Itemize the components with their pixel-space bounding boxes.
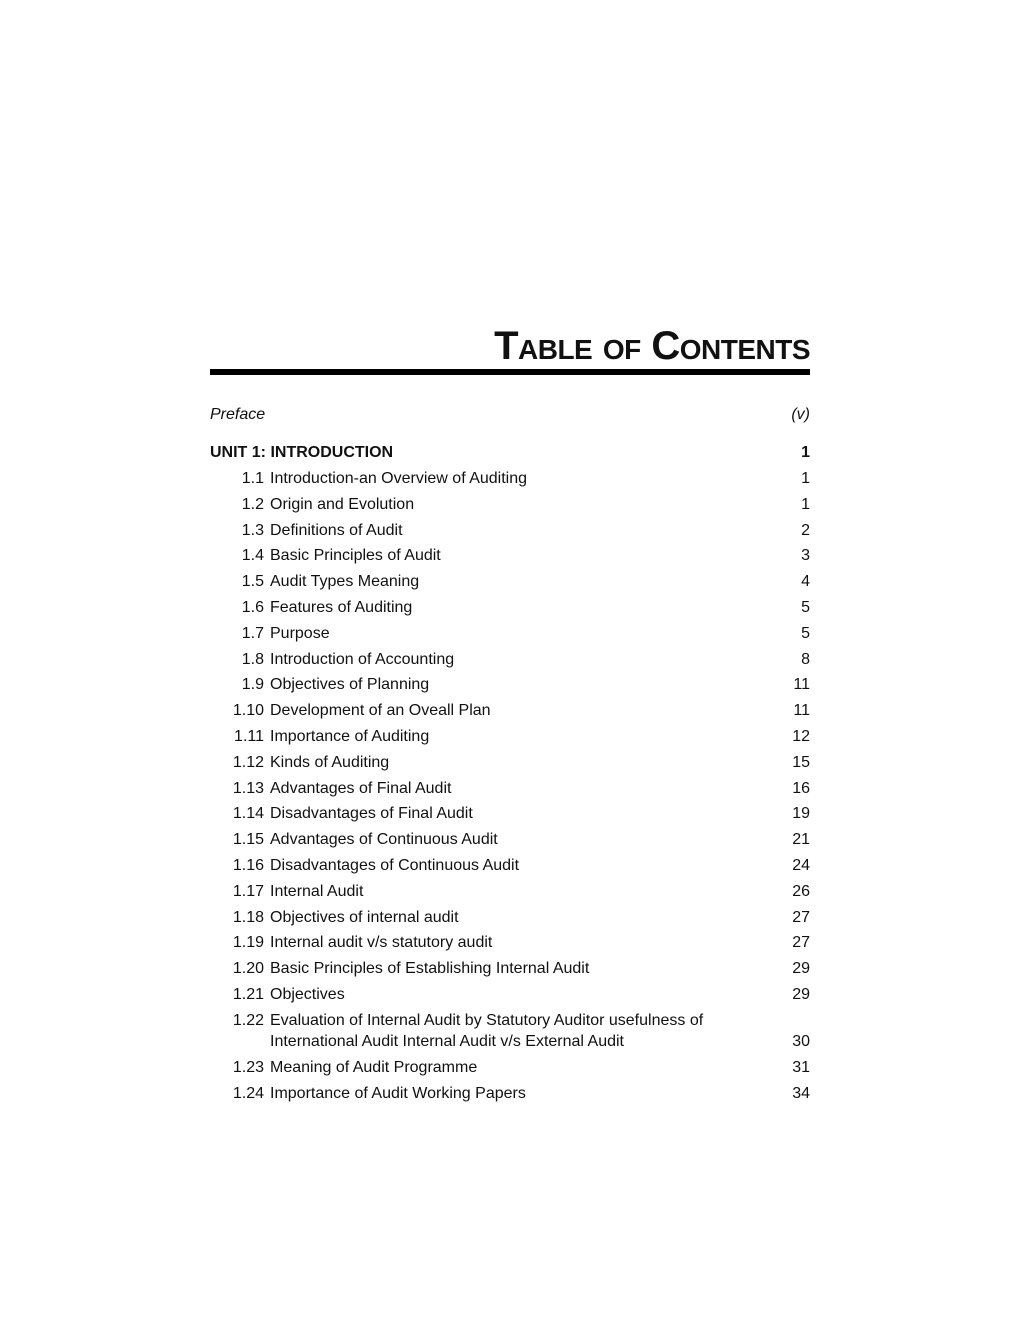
entry-page: 1 [801, 470, 810, 487]
entry-number: 1.19 [232, 934, 264, 952]
entry-page: 34 [792, 1084, 810, 1102]
toc-entry[interactable] [210, 753, 810, 774]
toc-entry[interactable] [210, 985, 810, 1006]
entry-number: 1.18 [232, 908, 264, 926]
entry-title: Disadvantages of Final Audit [270, 805, 473, 823]
entry-number: 1.1 [241, 470, 264, 487]
toc-entry[interactable] [210, 624, 810, 645]
entry-title: Objectives of Planning [270, 676, 430, 694]
entry-title: Definitions of Audit [270, 521, 403, 539]
entry-title: Introduction of Accounting [270, 650, 455, 668]
entry-number: 1.6 [241, 599, 264, 616]
toc-entry[interactable] [210, 701, 810, 722]
entry-page: 15 [792, 753, 810, 771]
toc-entry[interactable] [210, 727, 810, 748]
entry-title: Internal audit v/s statutory audit [270, 934, 493, 952]
entry-page: 16 [792, 779, 810, 797]
entry-number: 1.15 [232, 831, 264, 849]
entry-page: 5 [801, 599, 810, 616]
entry-title: Origin and Evolution [270, 495, 415, 513]
entry-page: 29 [792, 960, 810, 978]
entry-number: 1.7 [241, 624, 264, 642]
entry-number: 1.8 [241, 650, 264, 668]
entry-title: Kinds of Auditing [270, 753, 390, 771]
toc-entry[interactable] [210, 856, 810, 877]
toc-entry[interactable] [210, 908, 810, 929]
title-rule [210, 369, 810, 375]
toc-entry[interactable] [210, 959, 810, 980]
entry-page: 4 [801, 573, 810, 591]
toc-entry[interactable] [210, 598, 810, 619]
entry-page: 21 [792, 831, 810, 849]
entry-page: 11 [793, 676, 810, 694]
toc-entry[interactable] [210, 650, 810, 671]
toc-entry[interactable] [210, 779, 810, 800]
preface-page: (v) [791, 406, 810, 423]
entry-number: 1.11 [234, 728, 264, 745]
toc-entry[interactable] [210, 675, 810, 696]
entry-page: 8 [801, 650, 810, 668]
entry-page: 30 [792, 1032, 810, 1050]
entry-title: Basic Principles of Audit [270, 547, 441, 565]
page-title: Table of Contents [494, 324, 810, 368]
entry-page: 3 [801, 547, 810, 565]
toc-entry[interactable] [210, 1084, 810, 1105]
entry-title: Purpose [270, 624, 330, 642]
entry-page: 31 [792, 1058, 810, 1076]
entry-title: Development of an Oveall Plan [270, 702, 491, 720]
toc-entry[interactable] [210, 546, 810, 567]
toc-entry[interactable] [210, 1058, 810, 1079]
entry-title: Internal Audit [270, 882, 364, 900]
entry-title: Audit Types Meaning [270, 573, 420, 591]
entry-number: 1.21 [232, 986, 264, 1003]
entry-page: 24 [792, 857, 810, 874]
entry-number: 1.16 [232, 857, 264, 874]
entry-number: 1.9 [241, 676, 264, 694]
entry-title: Basic Principles of Establishing Internal Audit [270, 960, 590, 978]
entry-page: 12 [792, 728, 810, 745]
entry-number: 1.20 [232, 960, 264, 978]
entry-number: 1.24 [232, 1084, 264, 1102]
entry-number: 1.3 [241, 521, 264, 539]
entry-number: 1.14 [232, 805, 264, 823]
toc-entry[interactable] [210, 521, 810, 542]
entry-page: 26 [792, 882, 810, 900]
entry-number: 1.5 [241, 573, 264, 591]
entry-number: 1.10 [232, 702, 264, 720]
entry-number: 1.4 [241, 547, 264, 565]
toc-entry[interactable] [210, 882, 810, 903]
entry-page: 5 [801, 624, 810, 642]
entry-page: 2 [801, 521, 810, 539]
entry-page: 11 [793, 702, 810, 720]
entry-title: Introduction-an Overview of Auditing [270, 470, 528, 487]
entry-page: 1 [801, 495, 810, 513]
entry-number: 1.17 [232, 882, 264, 900]
toc-entry[interactable] [210, 933, 810, 954]
entry-title: Advantages of Final Audit [270, 779, 452, 797]
entry-number: 1.22 [232, 1011, 264, 1029]
entry-title: Features of Auditing [270, 599, 413, 616]
entry-title: Importance of Auditing [270, 728, 430, 745]
entry-number: 1.12 [232, 753, 264, 771]
entry-number: 1.13 [232, 779, 264, 797]
toc-entry[interactable] [210, 469, 810, 490]
entry-page: 29 [792, 986, 810, 1003]
entry-title: Disadvantages of Continuous Audit [270, 857, 520, 874]
unit-page: 1 [801, 444, 810, 461]
entry-page: 27 [792, 934, 810, 952]
entry-title: International Audit Internal Audit v/s External Audit [270, 1032, 624, 1050]
toc-entry[interactable] [210, 572, 810, 593]
entry-title: Meaning of Audit Programme [270, 1058, 478, 1076]
toc-entry[interactable] [210, 495, 810, 516]
toc-entry[interactable] [210, 1011, 810, 1053]
toc-entry[interactable] [210, 830, 810, 851]
entry-title: Advantages of Continuous Audit [270, 831, 498, 849]
entry-page: 27 [792, 908, 810, 926]
toc-entry[interactable] [210, 804, 810, 825]
entry-number: 1.23 [232, 1058, 264, 1076]
entry-title: Objectives of internal audit [270, 908, 459, 926]
entry-title: Objectives [270, 986, 345, 1003]
unit-label: UNIT 1: INTRODUCTION [210, 444, 394, 461]
entry-title: Importance of Audit Working Papers [270, 1084, 526, 1102]
entry-title: Evaluation of Internal Audit by Statutory Auditor usefulness of [270, 1011, 704, 1029]
preface-label: Preface [210, 406, 266, 423]
entry-page: 19 [792, 805, 810, 823]
entry-number: 1.2 [241, 495, 264, 513]
